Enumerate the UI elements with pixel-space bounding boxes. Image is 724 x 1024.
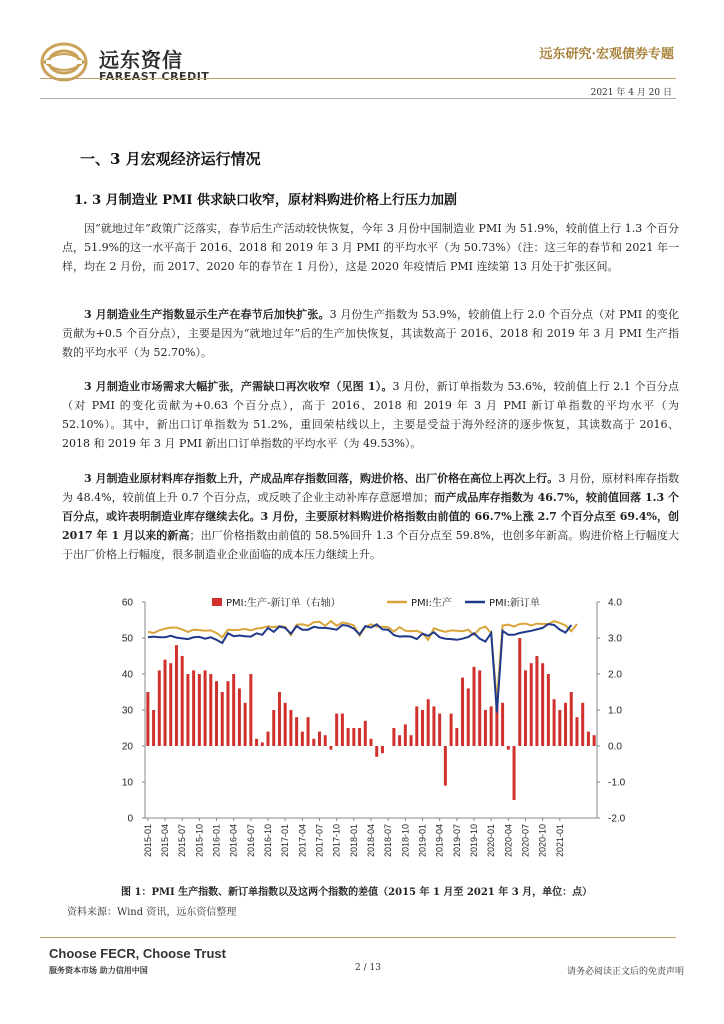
figure-caption: 图 1：PMI 生产指数、新订单指数以及这两个指数的差值（2015 年 1 月至 2021 年 3 月，单位：点）	[121, 887, 593, 898]
paragraph-3-text: 3 月份，新订单指数为 53.6%，较前值上行 2.1 个百分点（对 PMI 的变化贡献为+0.63 个百分点），高于 2016、2018 和 2019 年 3 月 PMI 新订单指数的平均水平（为 52.10%）。其中，新出口订单指数为 51.2%，重回荣枯线以上，主要是受益于海外经济的逐步恢复，其读数高于 2016、2018 和 2019 年 3 月 PMI 新出口订单指数的平均水平（为 49.53%）。	[62, 380, 679, 450]
bar-prod-minus-orders	[352, 728, 355, 746]
bar-prod-minus-orders	[175, 645, 178, 746]
x-tick-label: 2015-01	[142, 824, 153, 858]
bar-prod-minus-orders	[307, 717, 310, 746]
bar-prod-minus-orders	[455, 728, 458, 746]
footer-slogan-en: Choose FECR, Choose Trust	[49, 946, 226, 961]
x-tick-label: 2016-01	[211, 824, 222, 858]
paragraph-1-text: 因“就地过年”政策广泛落实，春节后生产活动较快恢复，今年 3 月份中国制造业 PMI 为 51.9%，较前值上行 1.3 个百分点，51.9%的这一水平高于 2016、2018 和 2019 年 3 月 PMI 的平均水平（为 50.73%）（注：这三年的春节和 2021 年一样，均在 2 月份，而 2017、2020 年的春节在 1 月份），这是 2020 年疫情后 PMI 连续第 13 月处于扩张区间。	[62, 222, 679, 273]
bar-prod-minus-orders	[238, 688, 241, 746]
bar-prod-minus-orders	[181, 656, 184, 746]
x-tick-label: 2019-10	[468, 824, 479, 858]
x-tick-label: 2017-10	[331, 824, 342, 858]
x-tick-label: 2015-10	[194, 824, 205, 858]
bar-prod-minus-orders	[438, 714, 441, 746]
bar-prod-minus-orders	[461, 678, 464, 746]
paragraph-3	[62, 377, 679, 453]
brand-name-en: FAREAST CREDIT	[99, 70, 210, 83]
x-tick-label: 2018-01	[348, 824, 359, 858]
bar-prod-minus-orders	[329, 746, 332, 750]
right-tick-label: -1.0	[608, 777, 626, 789]
x-tick-label: 2020-04	[503, 824, 514, 858]
header-divider	[40, 78, 676, 79]
bar-prod-minus-orders	[318, 732, 321, 746]
bar-prod-minus-orders	[490, 706, 493, 746]
bar-prod-minus-orders	[295, 717, 298, 746]
bar-prod-minus-orders	[518, 638, 521, 746]
x-tick-label: 2018-07	[383, 824, 394, 858]
figure-source: 资料来源：Wind 资讯，远东资信整理	[67, 907, 237, 918]
brand-name-cn: 远东资信	[99, 48, 183, 72]
bar-prod-minus-orders	[255, 739, 258, 746]
paragraph-4-lead: 3 月制造业原材料库存指数上升，产成品库存指数回落，购进价格、出厂价格在高位上再次上行。	[84, 472, 559, 485]
paragraph-3-lead: 3 月制造业市场需求大幅扩张，产需缺口再次收窄（见图 1）。	[84, 380, 393, 393]
x-tick-label: 2016-07	[245, 824, 256, 858]
paragraph-2-text: 3 月份生产指数为 53.9%，较前值上行 2.0 个百分点（对 PMI 的变化贡献为+0.5 个百分点），主要是因为“就地过年”后的生产加快恢复，其读数高于 2016、2018 和 2019 年 3 月 PMI 生产指数的平均水平（为 52.70%）。	[62, 308, 679, 359]
series-title: 远东研究·宏观债券专题	[539, 47, 674, 62]
bar-prod-minus-orders	[209, 674, 212, 746]
bar-prod-minus-orders	[335, 714, 338, 746]
bar-prod-minus-orders	[244, 703, 247, 746]
bar-prod-minus-orders	[501, 703, 504, 746]
bar-prod-minus-orders	[267, 732, 270, 746]
bar-prod-minus-orders	[570, 692, 573, 746]
legend-label: PMI:生产-新订单（右轴）	[226, 598, 341, 609]
bar-prod-minus-orders	[398, 735, 401, 746]
bar-prod-minus-orders	[272, 710, 275, 746]
bar-prod-minus-orders	[221, 692, 224, 746]
left-tick-label: 10	[121, 777, 133, 789]
paragraph-4-bold-2: 而产成品库存指数为 46.7%，较前值回落 1.3 个百分点，或许表明制造业库存继续去化。3 月份，主要原材料购进价格指数由前值的 66.7%上涨 2.7 个百分点至 69.4%，创 2017 年 1 月以来的新高	[62, 491, 680, 542]
bar-prod-minus-orders	[261, 742, 264, 746]
bar-prod-minus-orders	[450, 714, 453, 746]
bar-prod-minus-orders	[547, 674, 550, 746]
disclaimer-note: 请务必阅读正文后的免责声明	[566, 967, 684, 977]
bar-prod-minus-orders	[301, 732, 304, 746]
bar-prod-minus-orders	[467, 688, 470, 746]
left-tick-label: 40	[121, 669, 133, 681]
bar-prod-minus-orders	[541, 663, 544, 746]
bar-prod-minus-orders	[513, 746, 516, 800]
bar-prod-minus-orders	[324, 735, 327, 746]
x-tick-label: 2017-07	[314, 824, 325, 858]
x-tick-label: 2017-04	[297, 824, 308, 858]
bar-prod-minus-orders	[186, 674, 189, 746]
right-tick-label: 2.0	[608, 669, 622, 681]
bar-prod-minus-orders	[530, 663, 533, 746]
bar-prod-minus-orders	[341, 714, 344, 746]
bar-prod-minus-orders	[215, 681, 218, 746]
x-tick-label: 2018-04	[366, 824, 376, 858]
left-tick-label: 20	[121, 741, 133, 753]
x-tick-label: 2019-04	[434, 824, 445, 858]
bar-prod-minus-orders	[581, 703, 584, 746]
bar-prod-minus-orders	[370, 739, 373, 746]
bar-prod-minus-orders	[564, 703, 567, 746]
bar-prod-minus-orders	[249, 674, 252, 746]
right-tick-label: 1.0	[608, 705, 622, 717]
x-tick-label: 2020-10	[537, 824, 548, 858]
footer-slogan-cn: 服务资本市场 助力信用中国	[49, 965, 148, 975]
bar-prod-minus-orders	[232, 674, 235, 746]
x-tick-label: 2018-10	[400, 824, 411, 858]
right-tick-label: 0.0	[608, 741, 622, 753]
bar-prod-minus-orders	[472, 667, 475, 746]
x-tick-label: 2016-10	[263, 824, 274, 858]
paragraph-4-text-2: ；出厂价格指数由前值的 58.5%回升 1.3 个百分点至 59.8%，也创多年新高。购进价格上行幅度大于出厂价格上行幅度，很多制造业企业面临的成本压力继续上升。	[62, 529, 679, 561]
x-tick-label: 2020-07	[520, 824, 531, 858]
bar-prod-minus-orders	[432, 706, 435, 746]
paragraph-4	[62, 469, 679, 564]
bar-prod-minus-orders	[427, 699, 430, 746]
bar-prod-minus-orders	[484, 710, 487, 746]
right-tick-label: -2.0	[608, 813, 626, 825]
paragraph-1	[62, 219, 679, 276]
bar-prod-minus-orders	[164, 660, 167, 746]
paragraph-2-lead: 3 月制造业生产指数显示生产在春节后加快扩张。	[84, 308, 330, 321]
subsection-title: 1. 3 月制造业 PMI 供求缺口收窄，原材料购进价格上行压力加剧	[74, 193, 457, 208]
bar-prod-minus-orders	[575, 717, 578, 746]
paragraph-2	[62, 305, 679, 362]
bar-prod-minus-orders	[535, 656, 538, 746]
bar-prod-minus-orders	[558, 710, 561, 746]
bar-prod-minus-orders	[507, 746, 510, 750]
x-tick-label: 2015-04	[160, 824, 171, 858]
bar-prod-minus-orders	[524, 670, 527, 746]
left-tick-label: 0	[127, 813, 133, 825]
bar-prod-minus-orders	[410, 735, 413, 746]
bar-prod-minus-orders	[375, 746, 378, 757]
bar-prod-minus-orders	[421, 710, 424, 746]
right-tick-label: 3.0	[608, 633, 622, 645]
section-title: 一、3 月宏观经济运行情况	[80, 150, 261, 168]
x-tick-label: 2019-07	[451, 824, 462, 858]
fareast-logo-icon	[40, 40, 92, 86]
x-tick-label: 2019-01	[417, 824, 428, 858]
x-tick-label: 2017-01	[280, 824, 291, 858]
bar-prod-minus-orders	[146, 692, 149, 746]
left-tick-label: 60	[121, 597, 133, 609]
report-date: 2021 年 4 月 20 日	[590, 88, 672, 98]
bar-prod-minus-orders	[158, 670, 161, 746]
legend-label: PMI:新订单	[489, 598, 540, 609]
x-tick-label: 2016-04	[228, 824, 239, 858]
bar-prod-minus-orders	[312, 739, 315, 746]
legend-swatch-bars	[212, 598, 222, 606]
bar-prod-minus-orders	[415, 706, 418, 746]
bar-prod-minus-orders	[593, 735, 596, 746]
bar-prod-minus-orders	[358, 728, 361, 746]
date-divider	[40, 98, 676, 99]
legend-label: PMI:生产	[411, 598, 452, 609]
bar-prod-minus-orders	[444, 746, 447, 786]
bar-prod-minus-orders	[204, 670, 207, 746]
left-tick-label: 50	[121, 633, 133, 645]
paragraph-4-text-1: 3 月份，原材料库存指数为 48.4%，较前值上升 0.7 个百分点，或反映了企业主动补库存意愿增加；	[62, 472, 679, 504]
bar-prod-minus-orders	[364, 721, 367, 746]
bar-prod-minus-orders	[284, 703, 287, 746]
x-tick-label: 2020-01	[486, 824, 497, 858]
page-number: 2 / 13	[355, 963, 381, 973]
bar-prod-minus-orders	[381, 746, 384, 753]
right-tick-label: 4.0	[608, 597, 622, 609]
bar-prod-minus-orders	[198, 674, 201, 746]
bar-prod-minus-orders	[404, 724, 407, 746]
bar-prod-minus-orders	[392, 728, 395, 746]
x-tick-label: 2015-07	[177, 824, 188, 858]
x-tick-label: 2021-01	[554, 824, 565, 858]
bar-prod-minus-orders	[169, 663, 172, 746]
bar-prod-minus-orders	[278, 692, 281, 746]
pmi-chart	[100, 592, 640, 877]
bar-prod-minus-orders	[553, 699, 556, 746]
bar-prod-minus-orders	[478, 670, 481, 746]
bar-prod-minus-orders	[192, 670, 195, 746]
bar-prod-minus-orders	[152, 710, 155, 746]
bar-prod-minus-orders	[226, 681, 229, 746]
left-tick-label: 30	[121, 705, 133, 717]
footer-divider	[40, 937, 676, 938]
bar-prod-minus-orders	[289, 710, 292, 746]
bar-prod-minus-orders	[347, 728, 350, 746]
bar-prod-minus-orders	[587, 732, 590, 746]
